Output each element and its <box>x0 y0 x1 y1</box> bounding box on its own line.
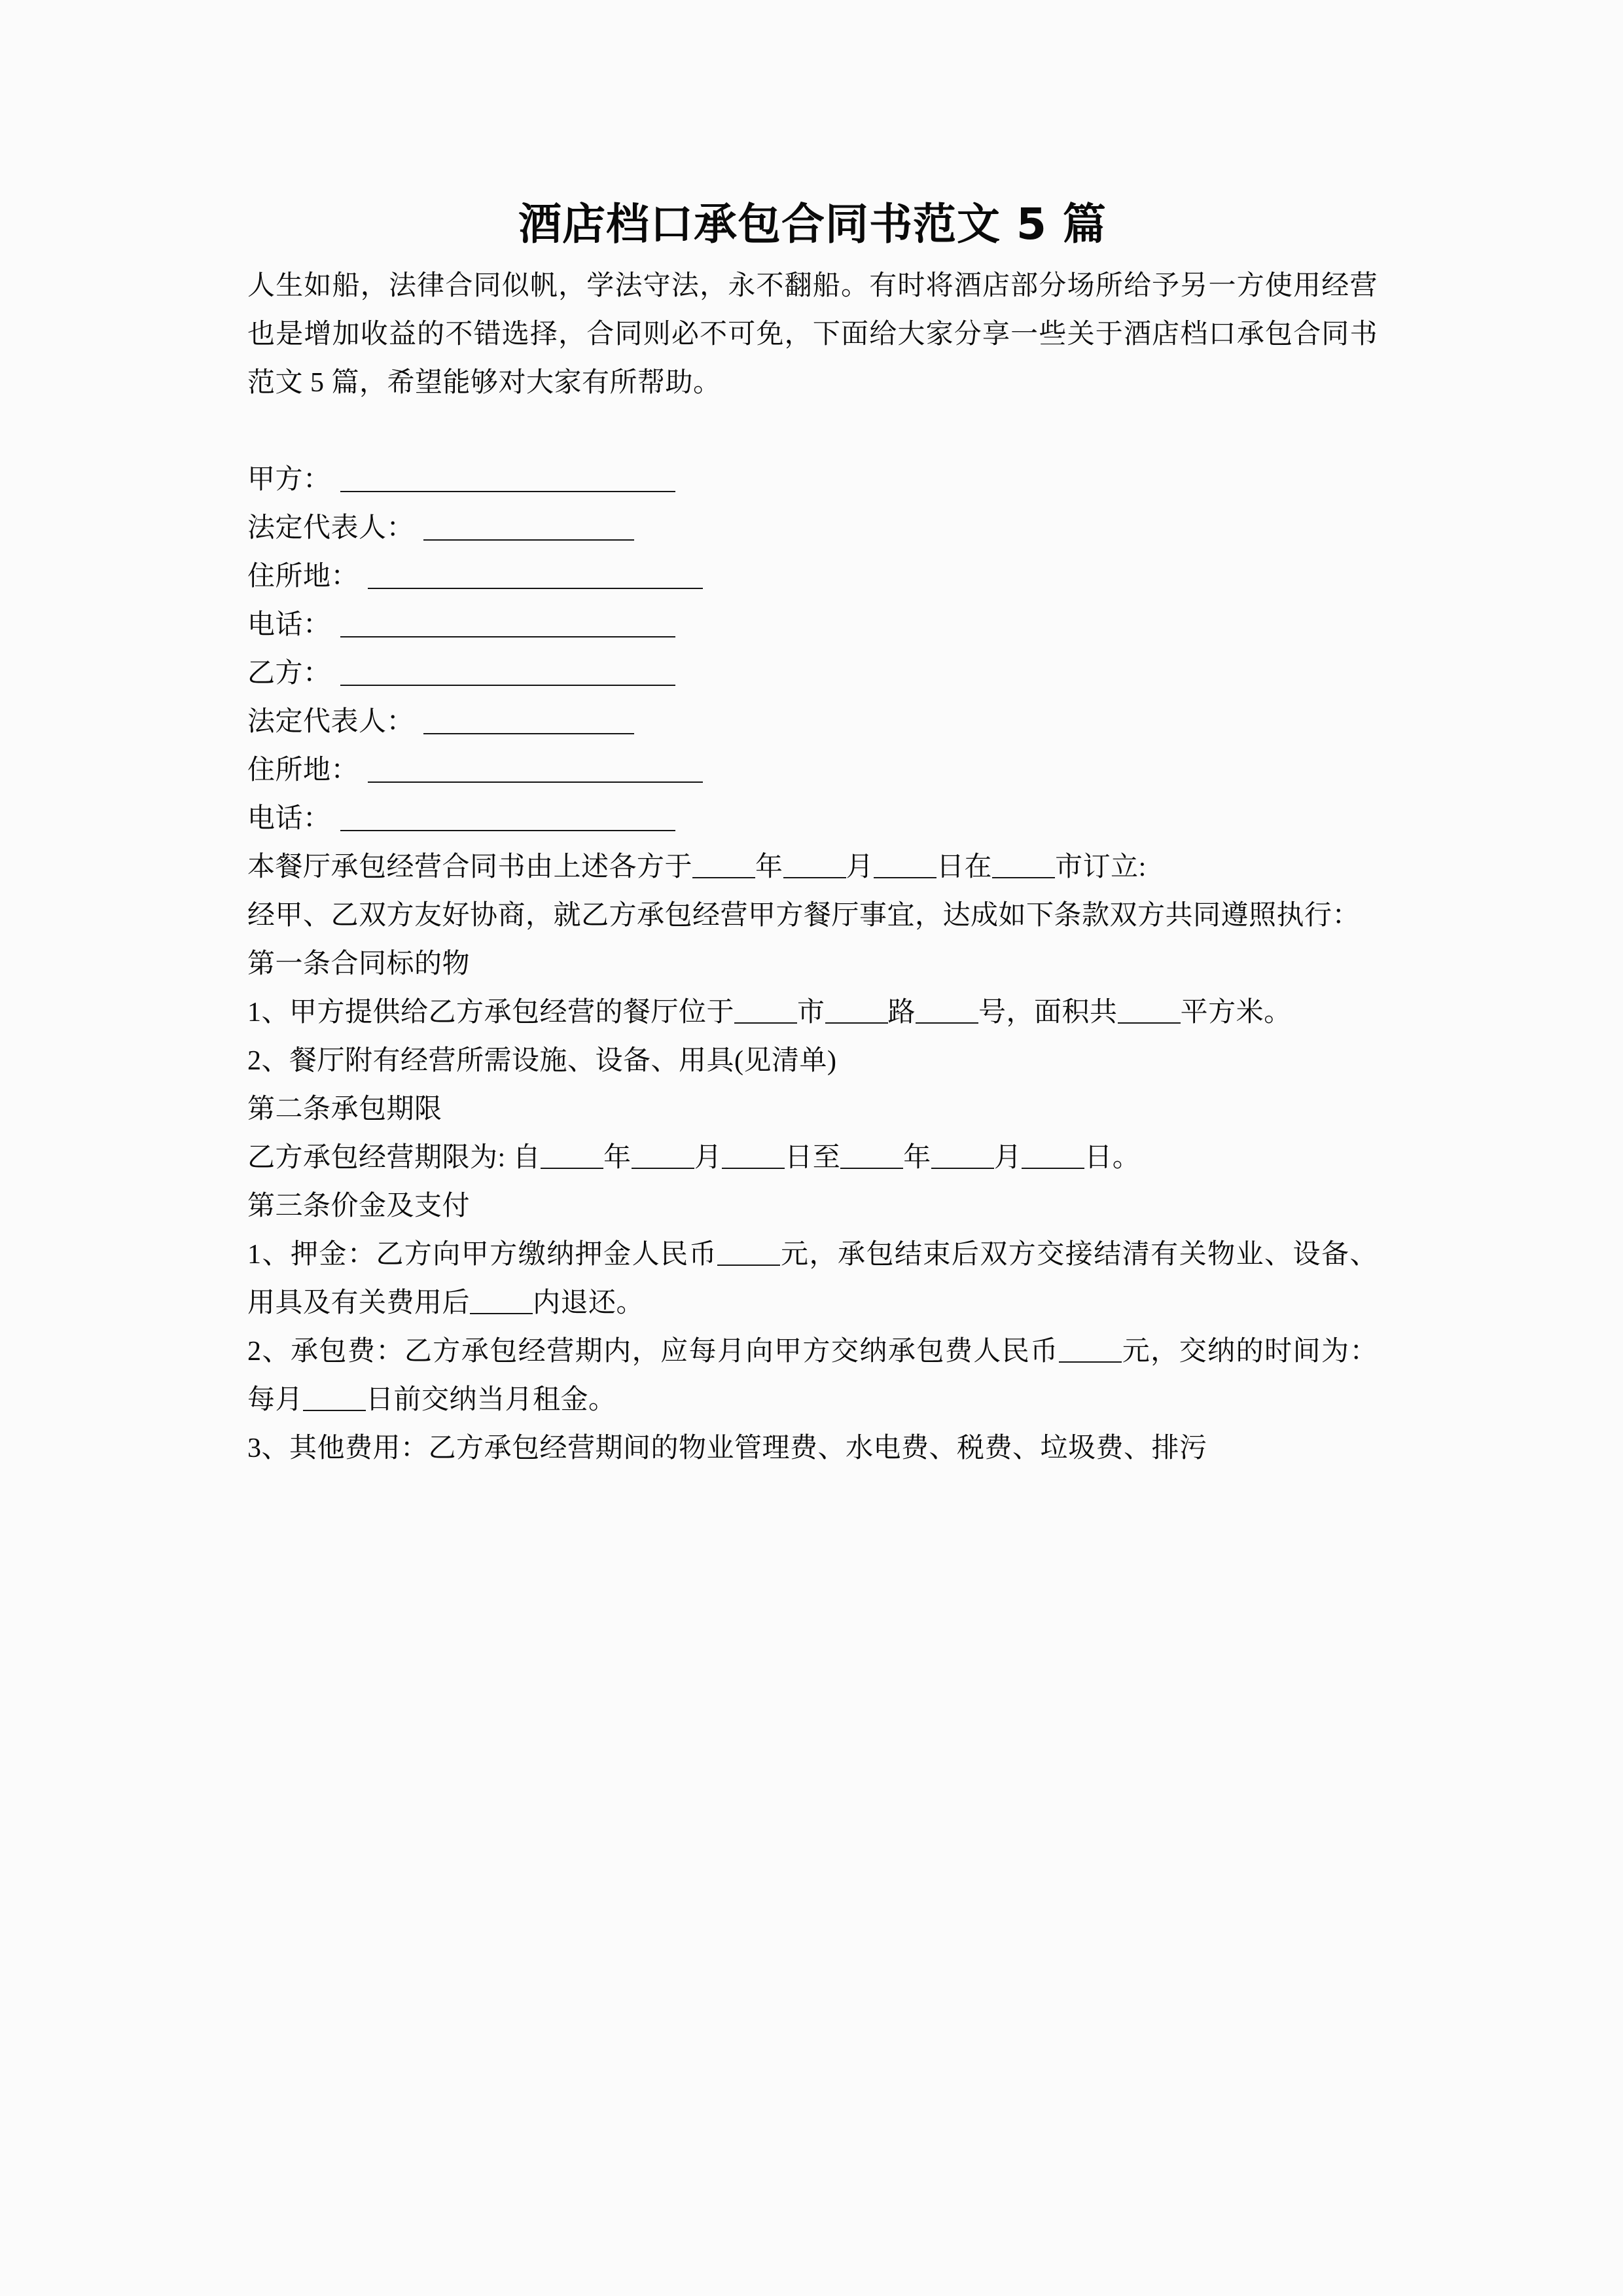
field-row-party-b <box>247 649 1378 698</box>
blank-year[interactable] <box>692 855 755 878</box>
clause-text-2: 元，承包结束后双方交接结清有关物业、设备、用具及有关费用后 <box>247 1240 1378 1318</box>
clause-1-item-1 <box>247 988 1378 1037</box>
blank-road[interactable] <box>825 1000 888 1024</box>
clause-heading-3: 第三条价金及支付 <box>247 1191 471 1221</box>
field-label: 甲方： <box>247 465 331 495</box>
clause-text-3: 日前交纳当月租金。 <box>366 1385 616 1415</box>
clause-text-5: 年 <box>903 1143 931 1173</box>
field-underline[interactable] <box>368 755 703 783</box>
clause-text-2: 年 <box>603 1143 632 1173</box>
field-label: 法定代表人： <box>247 707 415 737</box>
field-row-phone-b <box>247 795 1378 843</box>
clause-2-item-1 <box>247 1134 1378 1182</box>
field-row-party-a <box>247 456 1378 504</box>
blank-start-month[interactable] <box>632 1145 694 1169</box>
blank-end-month[interactable] <box>931 1145 994 1169</box>
clause-text-2: 市 <box>797 997 825 1028</box>
blank-payment-day[interactable] <box>303 1388 366 1411</box>
blank-month[interactable] <box>783 855 846 878</box>
clause-3-item-3: 3、其他费用：乙方承包经营期间的物业管理费、水电费、税费、垃圾费、排污 <box>247 1433 1207 1463</box>
blank-city[interactable] <box>992 855 1055 878</box>
preamble-text-1: 本餐厅承包经营合同书由上述各方于 <box>247 852 693 882</box>
blank-area[interactable] <box>1118 1000 1181 1024</box>
blank-deposit-amount[interactable] <box>717 1242 780 1266</box>
field-underline[interactable] <box>340 610 675 637</box>
clause-text-3: 路 <box>887 997 916 1028</box>
field-row-legal-rep-a <box>247 504 1378 552</box>
blank-end-day[interactable] <box>1022 1145 1084 1169</box>
preamble-text-5: 市订立: <box>1055 852 1147 882</box>
blank-start-day[interactable] <box>722 1145 785 1169</box>
clause-text-6: 月 <box>993 1143 1022 1173</box>
clause-text-1: 2、承包费：乙方承包经营期内，应每月向甲方交纳承包费人民币 <box>247 1336 1059 1367</box>
field-label: 住所地： <box>247 562 359 592</box>
blank-refund-period[interactable] <box>470 1291 533 1314</box>
preamble-text-3: 月 <box>846 852 874 882</box>
field-underline[interactable] <box>340 804 675 831</box>
clause-text-1: 1、甲方提供给乙方承包经营的餐厅位于 <box>247 997 735 1028</box>
section-spacer <box>247 407 1378 456</box>
clause-text-3: 内退还。 <box>533 1288 645 1318</box>
field-underline[interactable] <box>423 513 634 541</box>
field-label: 住所地： <box>247 755 359 785</box>
field-label: 电话： <box>247 610 331 640</box>
preamble-agreement-line: 经甲、乙双方友好协商，就乙方承包经营甲方餐厅事宜，达成如下条款双方共同遵照执行： <box>247 901 1361 931</box>
preamble-text-4: 日在 <box>936 852 993 882</box>
field-label: 法定代表人： <box>247 513 415 543</box>
field-underline[interactable] <box>368 562 703 589</box>
clause-text-5: 平方米。 <box>1180 997 1292 1028</box>
field-label: 电话： <box>247 804 331 834</box>
blank-contract-fee[interactable] <box>1059 1339 1122 1363</box>
intro-paragraph: 人生如船，法律合同似帆，学法守法，永不翻船。有时将酒店部分场所给予另一方使用经营也是增加收益的不错选择，合同则必不可免，下面给大家分享一些关于酒店档口承包合同书范文 5 篇，希望能够对大家有所帮助。 <box>247 271 1378 398</box>
preamble-date-line <box>247 843 1378 891</box>
clause-text-3: 月 <box>694 1143 722 1173</box>
clause-text-1: 乙方承包经营期限为: 自 <box>247 1143 541 1173</box>
clause-text-2: 元，交纳的时间为：每月 <box>247 1336 1378 1415</box>
field-label: 乙方： <box>247 658 331 689</box>
preamble-text-2: 年 <box>755 852 783 882</box>
blank-day[interactable] <box>874 855 936 878</box>
blank-city[interactable] <box>734 1000 797 1024</box>
clause-heading-2: 第二条承包期限 <box>247 1094 442 1124</box>
field-row-legal-rep-b <box>247 698 1378 746</box>
field-underline[interactable] <box>423 707 634 734</box>
clause-heading-1: 第一条合同标的物 <box>247 949 471 979</box>
field-row-phone-a <box>247 601 1378 649</box>
clause-3-item-2 <box>247 1327 1378 1424</box>
blank-start-year[interactable] <box>541 1145 603 1169</box>
field-underline[interactable] <box>340 465 675 492</box>
field-row-address-b <box>247 746 1378 795</box>
clause-text-1: 1、押金：乙方向甲方缴纳押金人民币 <box>247 1240 718 1270</box>
blank-end-year[interactable] <box>840 1145 903 1169</box>
clause-text-4: 号，面积共 <box>978 997 1118 1028</box>
clause-text-7: 日。 <box>1084 1143 1141 1173</box>
page-title: 酒店档口承包合同书范文 5 篇 <box>518 199 1107 249</box>
clause-3-item-1 <box>247 1230 1378 1327</box>
clause-1-item-2: 2、餐厅附有经营所需设施、设备、用具(见清单) <box>247 1046 837 1076</box>
clause-text-4: 日至 <box>785 1143 841 1173</box>
field-row-address-a <box>247 552 1378 601</box>
field-underline[interactable] <box>340 658 675 686</box>
blank-number[interactable] <box>916 1000 978 1024</box>
